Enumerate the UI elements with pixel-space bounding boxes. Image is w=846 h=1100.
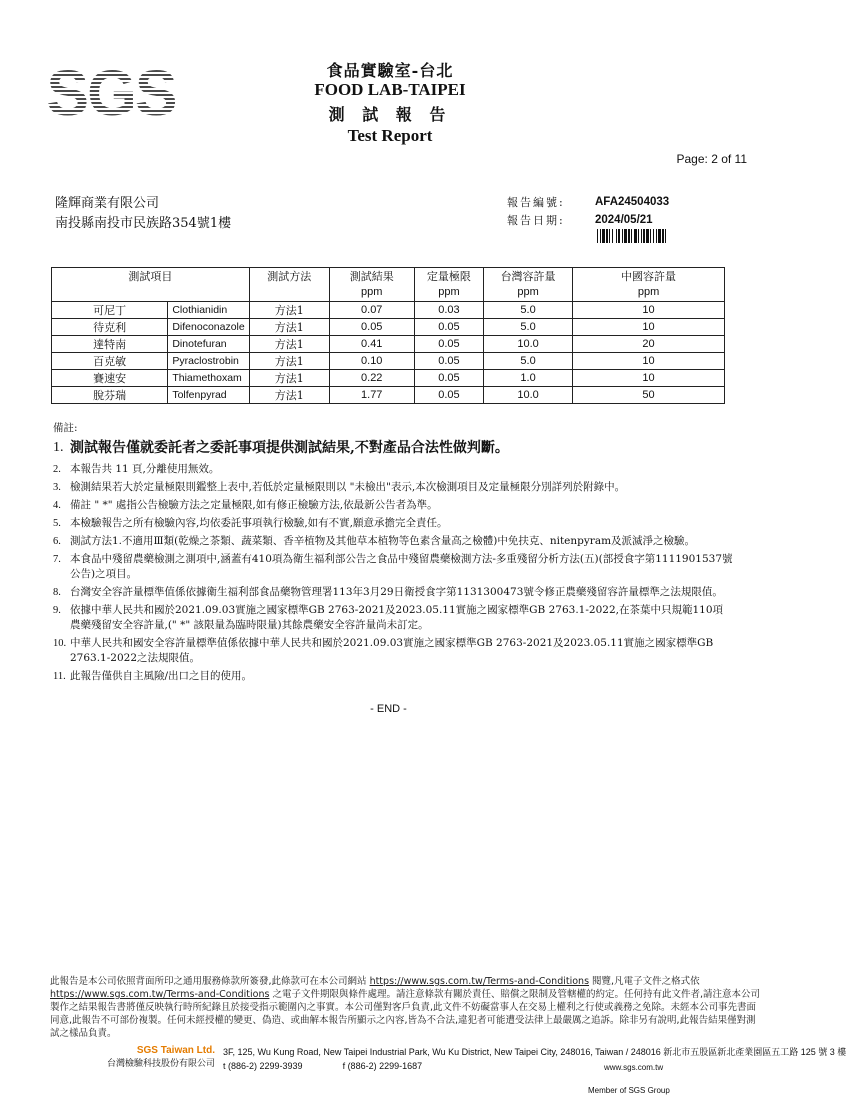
loq: 0.05 bbox=[414, 369, 483, 386]
analyte-en: Thiamethoxam bbox=[168, 369, 249, 386]
table-row bbox=[52, 352, 725, 369]
loq: 0.05 bbox=[414, 352, 483, 369]
result: 0.10 bbox=[329, 352, 414, 369]
end-marker: - END - bbox=[370, 703, 407, 715]
report-title-en: Test Report bbox=[347, 126, 433, 145]
note-item: 7. 本食品中殘留農藥檢測之測項中,涵蓋有410項為衛生福利部公告之食品中殘留農藥檢測方法-多重殘留分析方法(五)(部授食字第1111901537號公告)之項目。 bbox=[53, 553, 733, 580]
method: 方法1 bbox=[249, 335, 329, 352]
unit-loq: ppm bbox=[414, 284, 483, 301]
china-limit: 10 bbox=[573, 352, 725, 369]
lab-title-zh: 食品實驗室-台北 bbox=[326, 61, 454, 80]
footer-website[interactable]: www.sgs.com.tw bbox=[604, 1063, 664, 1072]
page-number: Page: 2 of 11 bbox=[676, 152, 747, 166]
notes-heading: 備註: bbox=[53, 422, 78, 434]
note-item: 11. 此報告僅供自主風險/出口之目的使用。 bbox=[53, 670, 253, 682]
result: 0.41 bbox=[329, 335, 414, 352]
method: 方法1 bbox=[249, 369, 329, 386]
result: 0.05 bbox=[329, 318, 414, 335]
method: 方法1 bbox=[249, 386, 329, 403]
table-row bbox=[52, 335, 725, 352]
table-row bbox=[52, 386, 725, 403]
note-item: 9. 依據中華人民共和國於2021.09.03實施之國家標準GB 2763-2021及2023.05.11實施之國家標準GB 2763.1-2022,在茶葉中只規範110項農藥殘留安全容許量,(" *" 該限量為臨時限量)其餘農藥安全容許量尚未訂定。 bbox=[53, 604, 723, 631]
china-limit: 50 bbox=[573, 386, 725, 403]
terms-link-2[interactable]: https://www.sgs.com.tw/Terms-and-Conditions bbox=[50, 989, 270, 1000]
note-item: 5. 本檢驗報告之所有檢驗內容,均依委託事項執行檢驗,如有不實,願意承擔完全責任。 bbox=[53, 517, 448, 529]
table-unit-row bbox=[52, 284, 725, 301]
analyte-zh: 百克敏 bbox=[52, 352, 168, 369]
table-header-row bbox=[52, 268, 725, 285]
table-row bbox=[52, 369, 725, 386]
company-name-zh: 台灣檢驗科技股份有限公司 bbox=[106, 1059, 215, 1069]
barcode bbox=[597, 229, 721, 243]
footer-member: Member of SGS Group bbox=[588, 1086, 670, 1095]
footer-address bbox=[223, 1045, 846, 1073]
china-limit: 10 bbox=[573, 369, 725, 386]
method: 方法1 bbox=[249, 318, 329, 335]
table-row bbox=[52, 318, 725, 335]
unit-china: ppm bbox=[573, 284, 725, 301]
loq: 0.05 bbox=[414, 386, 483, 403]
unit-result: ppm bbox=[329, 284, 414, 301]
telephone: t (886-2) 2299-3939 bbox=[223, 1061, 303, 1071]
report-title-zh: 測 試 報 告 bbox=[328, 105, 452, 124]
loq: 0.03 bbox=[414, 301, 483, 318]
china-limit: 10 bbox=[573, 301, 725, 318]
report-number-label: 報告編號: bbox=[507, 196, 565, 209]
analyte-zh: 脫芬瑞 bbox=[52, 386, 168, 403]
analyte-zh: 待克利 bbox=[52, 318, 168, 335]
note-item: 6. 測試方法1.不適用Ⅲ類(乾燥之茶類、蔬菜類、香辛植物及其他草本植物等色素含量高之檢體)中免扶克、nitenpyram及派滅淨之檢驗。 bbox=[53, 535, 696, 547]
svg-text:SGS: SGS bbox=[46, 57, 176, 129]
analyte-en: Tolfenpyrad bbox=[168, 386, 249, 403]
note-item: 2. 本報告共 11 頁,分離使用無效。 bbox=[53, 463, 220, 475]
sgs-logo bbox=[46, 57, 176, 129]
note-item: 1. 測試報告僅就委託者之委託事項提供測試結果,不對產品合法性做判斷。 bbox=[53, 440, 509, 456]
report-date-label: 報告日期: bbox=[507, 214, 565, 227]
header-loq: 定量極限 bbox=[414, 268, 483, 285]
company-name-en: SGS Taiwan Ltd. bbox=[136, 1045, 215, 1056]
analyte-zh: 賽速安 bbox=[52, 369, 168, 386]
method: 方法1 bbox=[249, 352, 329, 369]
header-test-item: 測試項目 bbox=[52, 268, 250, 285]
result: 0.07 bbox=[329, 301, 414, 318]
analyte-en: Difenoconazole bbox=[168, 318, 249, 335]
header-result: 測試結果 bbox=[329, 268, 414, 285]
lab-title-en: FOOD LAB-TAIPEI bbox=[314, 80, 466, 99]
table-row bbox=[52, 301, 725, 318]
note-item: 4. 備註 " *" 處指公告檢驗方法之定量極限,如有修正檢驗方法,依最新公告者為準。 bbox=[53, 499, 438, 511]
china-limit: 20 bbox=[573, 335, 725, 352]
taiwan-limit: 10.0 bbox=[484, 335, 573, 352]
footer-disclaimer: 此報告是本公司依照背面所印之通用服務條款所簽發,此條款可在本公司網站 https://www.sgs.com.tw/Terms-and-Conditions 閱覽,凡電子文件之格式依 https://www.sgs.com.tw/Terms-and-Conditions 之電子文件期限與條件處理。請注意條款有關於責任、賠償之限制及管轄權的約定。任何持有此文件者,請注意本公司製作之結果報告書將僅反映執行時所紀錄且於接受指示範圍內之事實。本公司僅對客戶負責,此文件不妨礙當事人在交易上權利之行使或義務之免除。未經本公司事先書面同意,此報告不可部份複製。任何未經授權的變更、偽造、或曲解本報告所顯示之內容,皆為不合法,違犯者可能遭受法律上最嚴厲之追訴。除非另有說明,此報告結果僅對測試之樣品負責。 bbox=[50, 976, 761, 1039]
taiwan-limit: 10.0 bbox=[484, 386, 573, 403]
analyte-zh: 達特南 bbox=[52, 335, 168, 352]
result: 0.22 bbox=[329, 369, 414, 386]
note-item: 8. 台灣安全容許量標準值係依據衛生福利部食品藥物管理署113年3月29日衛授食字第1131300473號令修正農藥殘留容許量標準之法規限值。 bbox=[53, 586, 723, 598]
taiwan-limit: 5.0 bbox=[484, 301, 573, 318]
header-china-limit: 中國容許量 bbox=[573, 268, 725, 285]
address-en: 3F, 125, Wu Kung Road, New Taipei Industrial Park, Wu Ku District, New Taipei City, 248016, Taiwan bbox=[223, 1047, 624, 1057]
note-item: 3. 檢測結果若大於定量極限則鑑整上表中,若低於定量極限則以 "未檢出"表示,本次檢測項目及定量極限分別詳列於附錄中。 bbox=[53, 481, 626, 493]
footer-company bbox=[90, 1045, 215, 1069]
report-meta bbox=[507, 193, 669, 229]
loq: 0.05 bbox=[414, 335, 483, 352]
header-taiwan-limit: 台灣容許量 bbox=[484, 268, 573, 285]
report-date: 2024/05/21 bbox=[595, 214, 653, 226]
unit-taiwan: ppm bbox=[484, 284, 573, 301]
address-zh: / 248016 新北市五股區新北產業園區五工路 125 號 3 樓 bbox=[625, 1047, 846, 1057]
china-limit: 10 bbox=[573, 318, 725, 335]
analyte-en: Pyraclostrobin bbox=[168, 352, 249, 369]
report-number: AFA24504033 bbox=[595, 196, 670, 208]
terms-link[interactable]: https://www.sgs.com.tw/Terms-and-Conditions bbox=[369, 976, 590, 987]
results-table bbox=[51, 267, 725, 404]
header-test-method: 測試方法 bbox=[249, 268, 329, 285]
analyte-zh: 可尼丁 bbox=[52, 301, 168, 318]
fax: f (886-2) 2299-1687 bbox=[342, 1061, 423, 1071]
result: 1.77 bbox=[329, 386, 414, 403]
notes-section bbox=[53, 420, 733, 687]
note-item: 10. 中華人民共和國安全容許量標準值係依據中華人民共和國於2021.09.03實施之國家標準GB 2763-2021及2023.05.11實施之國家標準GB 2763.1-2022之法規限值。 bbox=[53, 637, 714, 664]
client-address: 南投縣南投市民族路354號1樓 bbox=[55, 216, 232, 231]
taiwan-limit: 5.0 bbox=[484, 352, 573, 369]
method: 方法1 bbox=[249, 301, 329, 318]
client-block bbox=[55, 194, 231, 234]
analyte-en: Clothianidin bbox=[168, 301, 249, 318]
taiwan-limit: 1.0 bbox=[484, 369, 573, 386]
analyte-en: Dinotefuran bbox=[168, 335, 249, 352]
client-name: 隆輝商業有限公司 bbox=[55, 196, 160, 211]
loq: 0.05 bbox=[414, 318, 483, 335]
taiwan-limit: 5.0 bbox=[484, 318, 573, 335]
